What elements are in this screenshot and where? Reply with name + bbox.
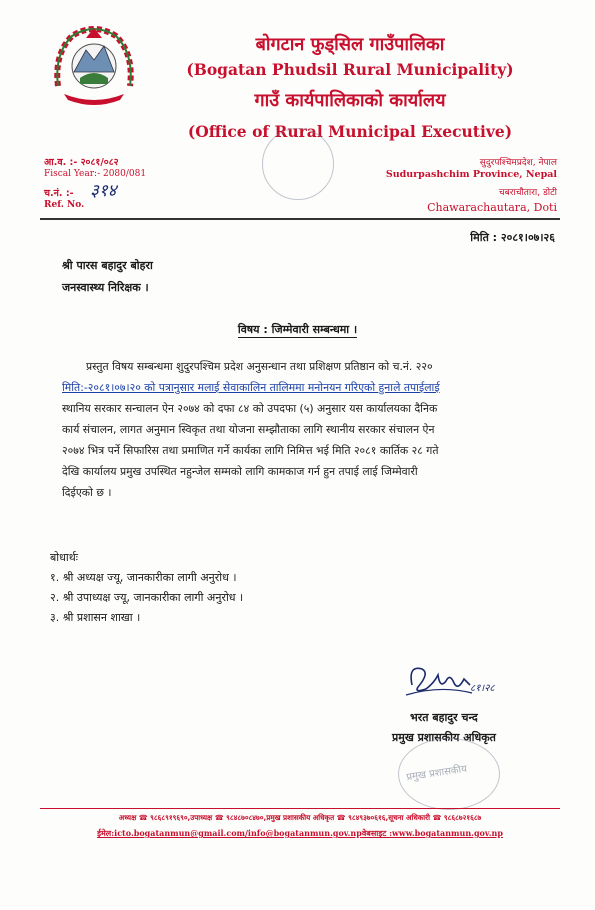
fiscal-year-np: आ.व. :- २०८१/०८२	[44, 157, 119, 168]
body-line: प्रस्तुत विषय सम्बन्धमा शुदुरपश्चिम प्रदेश अनुसन्धान तथा प्रशिक्षण प्रतिष्ठान को च.नं. २२०	[86, 360, 433, 373]
fiscal-year-en: Fiscal Year:- 2080/081	[44, 169, 147, 179]
footer-divider	[40, 808, 560, 809]
body-line: देखि कार्यालय प्रमुख उपस्थित नहुन्जेल सम्मको लागि कामकाज गर्न हुन तपाई लाई जिम्मेवारी	[62, 465, 418, 478]
office-name-np: गाउँ कार्यपालिकाको कार्यालय	[254, 90, 446, 111]
signatory-name: भरत बहादुर चन्द	[410, 711, 478, 724]
ref-no-en: Ref. No.	[44, 200, 85, 210]
place-en: Chawarachautara, Doti	[427, 201, 557, 214]
stamp-text: प्रमुख प्रशासकीय	[405, 763, 468, 784]
nepal-emblem-icon	[50, 24, 138, 106]
municipality-name-en: (Bogatan Phudsil Rural Municipality)	[186, 60, 514, 79]
footer-contact: ईमेल:icto.bogatanmun@gmail.com/info@bogatanmun.gov.npवेबसाइट :www.bogatanmun.gov.np	[97, 828, 503, 838]
body-line	[62, 377, 562, 398]
cc-item: ३. श्री प्रशासन शाखा ।	[50, 611, 141, 624]
subject-text: विषय : जिम्मेवारी सम्बन्धमा ।	[237, 323, 358, 336]
province-en: Sudurpashchim Province, Nepal	[385, 169, 557, 180]
cc-list	[50, 548, 243, 628]
signature-date: ८१।२८	[470, 683, 495, 694]
body-line: कार्य संचालन, लागत अनुमान स्विकृत तथा योजना सम्झौताका लागि स्थानीय सरकार संचालन ऐन	[62, 423, 435, 436]
body-line-text: मिति:-२०८१।०७।२० को पत्रानुसार मलाई सेवाकालिन तालिममा मनोनयन गरिएको हुनाले तपाईलाई	[62, 381, 440, 394]
letter-date: मिति : २०८१।०७।२६	[470, 231, 555, 244]
place-np: चबराचौतारा, डोटी	[498, 188, 557, 198]
body-line: दिईएको छ ।	[62, 486, 112, 499]
signatory-designation: प्रमुख प्रशासकीय अधिकृत	[392, 731, 496, 744]
cc-title: बोधार्थः	[50, 551, 78, 564]
subject-line	[0, 322, 595, 337]
province-np: सुदुरपश्चिमप्रदेश, नेपाल	[479, 158, 557, 168]
office-name-en: (Office of Rural Municipal Executive)	[187, 122, 513, 141]
header-divider	[40, 218, 560, 220]
footer-phones: अध्यक्ष ☎ ९८६८९१९६९०,उपाध्यक्ष ☎ ९८४८७०८४७०,प्रमुख प्रशासकीय अधिकृत ☎ ९८४९३७०६१६,सूचना अधिकारी ☎ ९८६८७२१६८७	[118, 813, 482, 822]
cc-item: २. श्री उपाध्यक्ष ज्यू, जानकारीका लागी अनुरोध ।	[50, 591, 244, 604]
recipient-name: श्री पारस बहादुर बोहरा	[62, 259, 153, 272]
ref-no-np-label: च.नं. :-	[44, 188, 74, 199]
municipality-name-np: बोगटान फुड्सिल गाउँपालिका	[255, 34, 445, 55]
cc-item: १. श्री अध्यक्ष ज्यू, जानकारीका लागी अनुरोध ।	[50, 571, 237, 584]
letter-body	[62, 356, 562, 503]
body-line: स्थानिय सरकार सन्चालन ऐन २०७४ को दफा ८४ को उपदफा (५) अनुसार यस कार्यालयका दैनिक	[62, 402, 438, 415]
ref-no-handwritten: ३१४	[90, 181, 117, 201]
body-line: २०७४ भित्र पर्ने सिफारिस तथा प्रमाणित गर्ने कार्यका लागि निमित्त भई मिति २०८१ कार्तिक २८ गते	[62, 444, 439, 457]
recipient-designation: जनस्वास्थ्य निरिक्षक ।	[62, 281, 149, 294]
office-seal-stamp	[262, 128, 334, 200]
